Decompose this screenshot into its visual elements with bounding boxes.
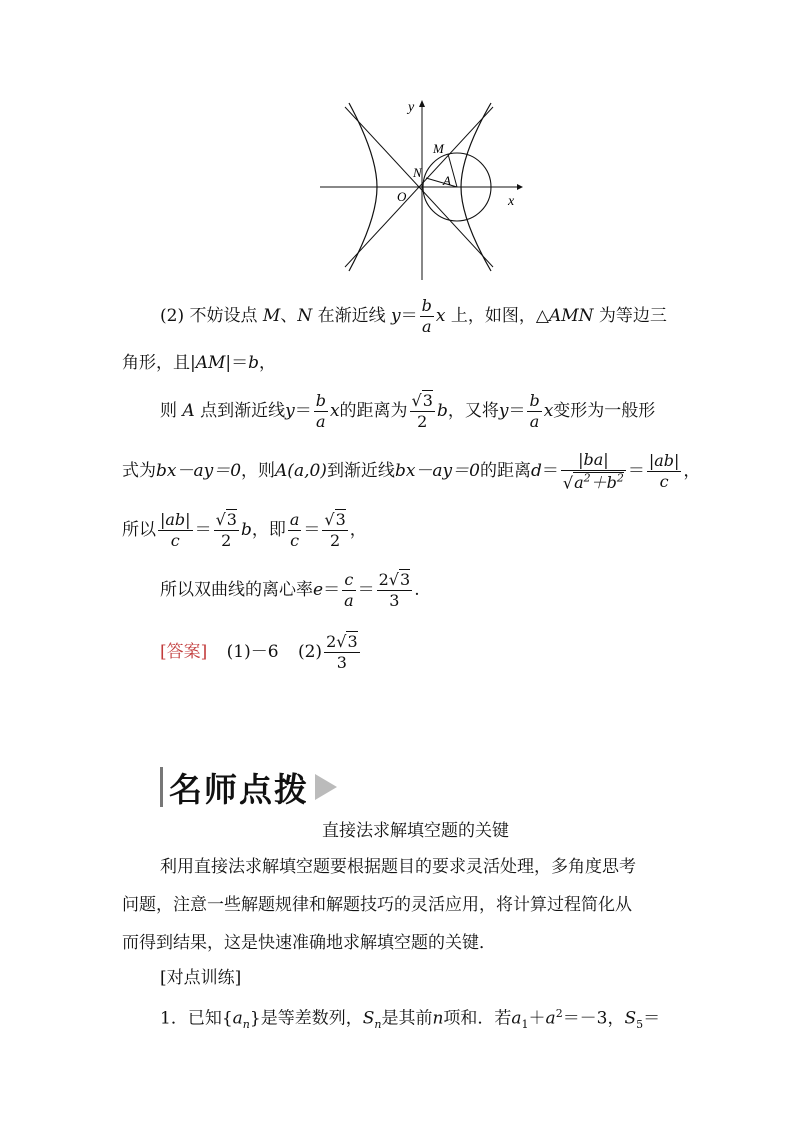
denominator: a	[529, 412, 540, 431]
var: y	[285, 401, 295, 421]
fraction-answer	[324, 634, 360, 671]
var: x	[329, 401, 340, 421]
text: 点到渐近线	[200, 401, 286, 421]
text: ＝	[627, 461, 645, 482]
var: AM	[195, 353, 226, 373]
text: 在渐近线	[317, 306, 386, 326]
fraction-sqrt3-over-2	[410, 393, 435, 430]
text: (2) 不妨设点	[160, 306, 258, 326]
subscript: n	[374, 1018, 382, 1032]
radicand: 3	[226, 510, 237, 529]
text: 变形为一般形	[553, 401, 656, 421]
text: 的距离	[479, 461, 531, 482]
var: b	[240, 520, 252, 540]
label-A: A	[443, 173, 451, 188]
text: |＝	[225, 353, 249, 373]
text: 项和．若	[443, 1008, 512, 1029]
var: S	[362, 1008, 375, 1029]
numerator: 2√3	[378, 570, 411, 589]
text: ，	[349, 520, 367, 540]
text: 到渐近线	[326, 461, 395, 482]
var: a	[232, 1008, 243, 1029]
radicand: 3	[400, 570, 411, 589]
var: n	[432, 1008, 444, 1029]
answer-part-1: (1)－6	[226, 642, 279, 662]
triangle-icon	[315, 774, 337, 800]
answer-part-2-label: (2)	[297, 642, 323, 662]
text: 、	[280, 306, 298, 326]
text: ＝－3，	[562, 1008, 625, 1029]
var: A	[182, 401, 195, 421]
fraction-b-over-a	[314, 393, 328, 430]
equation: bx－ay＝0	[394, 461, 480, 482]
equation: bx－ay＝0	[156, 461, 242, 482]
var: M	[262, 306, 281, 326]
fraction-ab-over-c	[647, 453, 682, 490]
section-para-3: 而得到结果，这是快速准确地求解填空题的关键．	[122, 933, 496, 953]
fraction-a-over-c	[288, 512, 302, 549]
numerator: a	[289, 510, 300, 529]
var: y	[498, 401, 509, 421]
text: 则	[160, 401, 177, 421]
fraction-sqrt3-over-2	[214, 512, 239, 549]
radicand: 3	[347, 632, 358, 651]
var: S	[624, 1008, 637, 1029]
text: 式为	[122, 461, 156, 482]
numerator: |ab|	[648, 451, 680, 471]
numerator: √3	[215, 510, 237, 529]
numerator: |ab|	[160, 510, 191, 529]
subscript: 5	[636, 1018, 644, 1032]
title-bar	[160, 767, 163, 807]
numerator: b	[421, 296, 432, 315]
x-axis-arrow	[517, 184, 523, 190]
text: ＝	[303, 520, 321, 540]
fraction-c-over-a	[342, 572, 356, 609]
denominator: $√a^2+b^2$	[562, 472, 624, 493]
label-y: y	[408, 100, 415, 115]
var: N	[297, 306, 313, 326]
fraction-sqrt3-over-2	[322, 512, 347, 549]
section-subtitle: 直接法求解填空题的关键	[322, 821, 509, 841]
denominator: 3	[389, 591, 400, 610]
text: ＝	[400, 306, 418, 326]
var: y	[391, 306, 401, 326]
text: ，又将	[447, 401, 499, 421]
coefficient: 2	[378, 570, 389, 589]
point: A(a,0)	[275, 461, 327, 482]
denominator: a	[316, 412, 326, 431]
denominator: 2	[221, 531, 232, 550]
text: 为等边三	[598, 306, 667, 326]
numerator: √3	[324, 510, 346, 529]
text: }是等差数列，	[249, 1008, 363, 1029]
text: ＝	[541, 461, 559, 482]
term: ＋b	[590, 473, 617, 493]
numerator: 2√3	[326, 632, 358, 651]
text: 1．已知{	[160, 1008, 233, 1029]
text: ＝	[323, 580, 341, 600]
exponent: 2	[616, 472, 624, 485]
segment-AN	[426, 178, 457, 187]
text: ＝	[194, 520, 212, 540]
denominator: c	[290, 531, 300, 550]
text: ＝	[643, 1008, 661, 1029]
answer-label: [答案]	[160, 642, 208, 662]
text: 所以双曲线的离心率	[160, 580, 313, 600]
fraction-b-over-a	[420, 298, 434, 335]
section-para-2: 问题，注意一些解题规律和解题技巧的灵活应用，将计算过程简化从	[122, 895, 632, 915]
text: 所以	[122, 520, 156, 540]
text: 角形，且|	[122, 353, 196, 373]
denominator: 3	[336, 653, 347, 672]
text: 是其前	[381, 1008, 433, 1029]
solution-line-6	[160, 572, 420, 609]
numerator: b	[529, 391, 540, 410]
label-N: N	[413, 165, 422, 180]
solution-line-5	[122, 512, 367, 549]
section-para-1: 利用直接法求解填空题要根据题目的要求灵活处理，多角度思考	[160, 857, 636, 877]
var: b	[436, 401, 448, 421]
section-title: 名师点拨	[169, 769, 309, 809]
text: ，即	[251, 520, 286, 540]
denominator: a	[344, 591, 354, 610]
numerator: b	[315, 391, 326, 410]
coefficient: 2	[326, 632, 337, 651]
var: d	[530, 461, 542, 482]
text: .	[414, 580, 420, 600]
var: b	[248, 353, 260, 373]
denominator: 2	[417, 412, 428, 431]
text: 的距离为	[339, 401, 408, 421]
text: 上，如图，△	[450, 306, 549, 326]
numerator: |ba|	[561, 452, 626, 471]
text: ＝	[357, 580, 375, 600]
superscript: 2	[555, 1007, 563, 1020]
term: a	[574, 473, 584, 493]
var: a	[511, 1008, 522, 1029]
hyperbola-figure	[315, 95, 535, 285]
text: ，则	[241, 461, 276, 482]
fraction-ab-over-c	[158, 512, 193, 549]
var: AMN	[548, 306, 594, 326]
label-M: M	[433, 141, 444, 156]
text: ＋	[528, 1008, 546, 1029]
text: ＝	[508, 401, 526, 421]
fraction-eccentricity	[377, 572, 413, 609]
var: x	[435, 306, 446, 326]
section-title-block	[160, 765, 337, 809]
numerator: c	[342, 572, 356, 591]
solution-line-4	[122, 452, 700, 491]
fraction-b-over-a	[527, 393, 541, 430]
text: ，	[259, 353, 277, 373]
denominator: 2	[329, 531, 341, 550]
label-O: O	[397, 189, 407, 204]
solution-line-2	[122, 355, 276, 372]
radicand: 3	[335, 510, 346, 529]
answer-line	[160, 634, 362, 671]
text: ，	[683, 461, 701, 482]
var: e	[313, 580, 324, 600]
subscript: n	[242, 1018, 250, 1032]
radicand: 3	[422, 391, 433, 410]
subscript: 1	[521, 1018, 529, 1032]
exponent: 2	[583, 472, 591, 485]
denominator: a	[421, 317, 432, 336]
var: x	[543, 401, 554, 421]
denominator: c	[659, 472, 669, 492]
label-x: x	[508, 194, 515, 209]
solution-line-1	[160, 298, 667, 335]
denominator: c	[170, 531, 180, 550]
question-1	[160, 1008, 660, 1030]
text: ＝	[294, 401, 312, 421]
numerator: √3	[411, 391, 433, 410]
y-axis-arrow	[419, 100, 425, 107]
solution-line-3	[160, 393, 655, 430]
fraction-distance	[561, 452, 626, 491]
var: a	[545, 1008, 556, 1029]
practice-label: [对点训练]	[160, 968, 242, 988]
